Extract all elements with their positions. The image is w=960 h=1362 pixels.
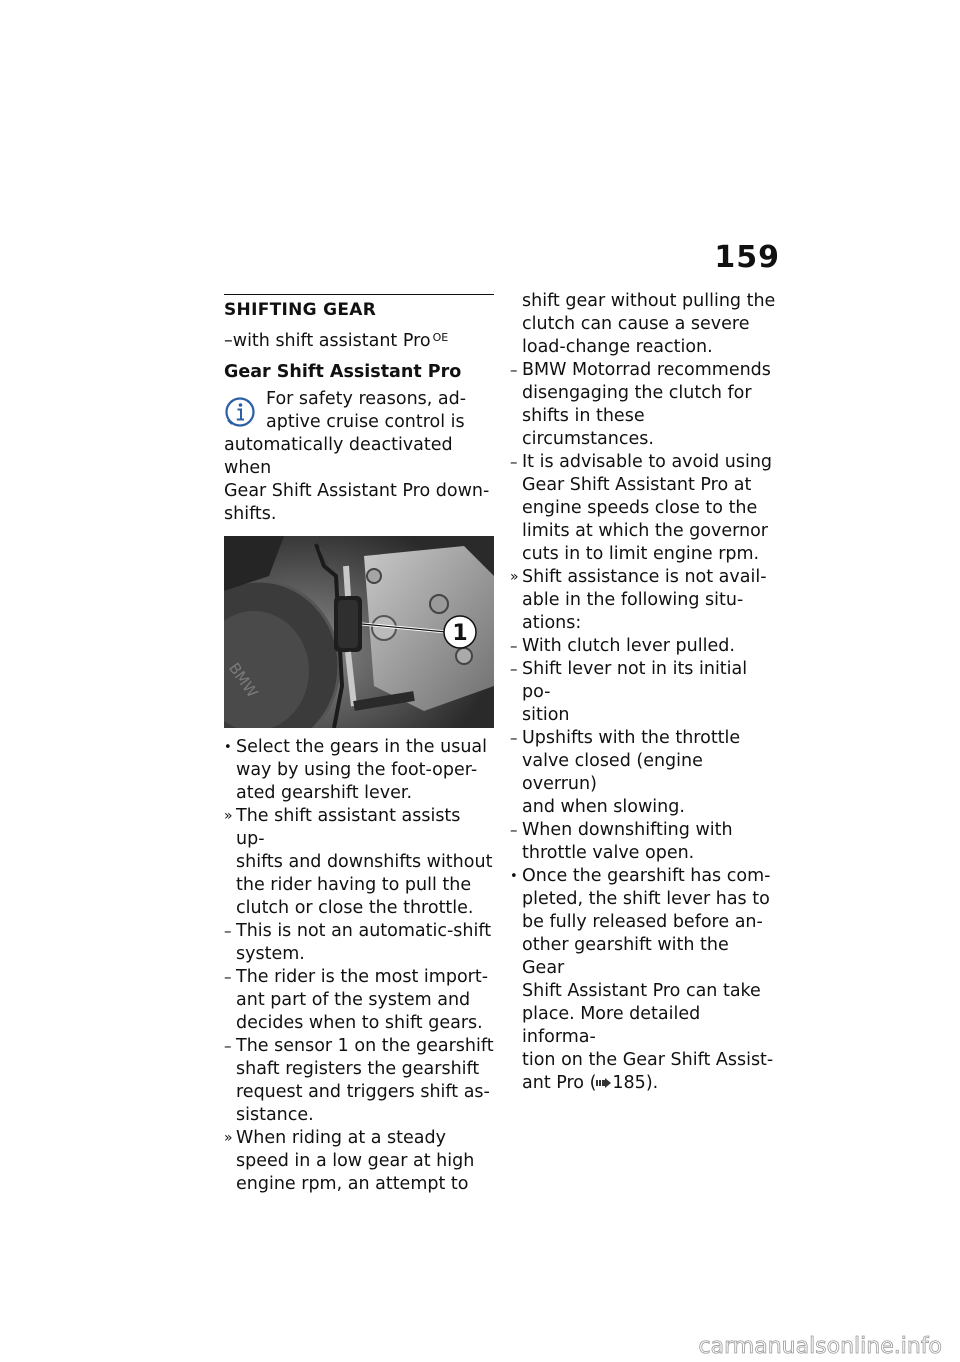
gearshift-sensor-photo [224,536,494,728]
list-item [224,920,494,966]
list-item [224,1127,494,1196]
list-item-line: ations: [522,613,582,633]
list-item-line: and when slowing. [522,797,685,817]
list-item-line: Select the gears in the usual [236,737,487,757]
list-item-line: the rider having to pull the [236,875,472,895]
list-item [510,566,776,635]
section-title: SHIFTING GEAR [224,300,377,320]
list-item-line: Upshifts with the throttle [522,728,741,748]
list-item-line: Gear Shift Assistant Pro at [522,475,752,495]
list-item-line: This is not an automatic-shift [236,921,492,941]
subtitle: –with shift assistant Pro $^{OE}$ [224,331,449,351]
safety-note [224,388,494,526]
list-item-line: shifts and downshifts without [236,852,493,872]
right-instruction-list [510,290,776,1072]
list-item [510,359,776,451]
note-line: automatically deactivated when [224,435,453,478]
note-line: Gear Shift Assistant Pro down- [224,481,490,501]
list-item-line: clutch or close the throttle. [236,898,474,918]
list-item-line: place. More detailed informa- [522,1004,701,1047]
list-item-line: engine speeds close to the [522,498,758,518]
watermark [644,1328,944,1362]
list-item-line: With clutch lever pulled. [522,636,735,656]
list-item-line: When riding at a steady [236,1128,446,1148]
list-item [510,727,776,819]
list-item-line: load-change reaction. [522,337,713,357]
list-item-line: Once the gearshift has com- [522,866,771,886]
list-item-line: cuts in to limit engine rpm. [522,544,760,564]
list-item-line: Shift Assistant Pro can take [522,981,761,1001]
list-item-line: be fully released before an- [522,912,763,932]
list-item-line: ant part of the system and [236,990,471,1010]
note-line: shifts. [224,504,277,524]
page-reference-arrow-icon [596,1077,612,1089]
list-item-line: It is advisable to avoid using [522,452,773,472]
list-item-line: engine rpm, an attempt to [236,1174,469,1194]
watermark-text: carmanualsonline.info [698,1334,942,1359]
list-item-line: BMW Motorrad recommends [522,360,771,380]
list-item-line: valve closed (engine overrun) [522,751,703,794]
list-item [224,736,494,805]
list-item-line: tion on the Gear Shift Assist- [522,1050,774,1070]
list-item-line: Shift assistance is not avail- [522,567,767,587]
dash-marker: – [510,361,518,379]
list-item-line: shift gear without pulling the [522,291,776,311]
list-item [510,819,776,865]
dash-marker: – [224,922,232,940]
list-item [510,658,776,727]
note-line: For safety reasons, ad- [266,389,467,409]
right-column [510,290,776,1095]
cross-reference-line [510,1072,776,1095]
left-instruction-list [224,736,494,1196]
list-item-line: limits at which the governor [522,521,768,541]
list-item-line: The shift assistant assists up- [236,806,461,849]
list-item-line: When downshifting with [522,820,733,840]
list-item-line: The rider is the most import- [236,967,489,987]
dash-marker: – [510,821,518,839]
page-number: 159 [714,240,780,275]
cross-ref-prefix: ant Pro ( [522,1073,597,1093]
list-item-line: way by using the foot-oper- [236,760,478,780]
list-item-line: speed in a low gear at high [236,1151,475,1171]
left-column [224,294,494,1196]
list-item [224,966,494,1035]
list-item [510,635,776,658]
cross-ref-suffix: ). [645,1073,659,1093]
result-marker: » [224,1130,233,1146]
bullet-marker: • [224,740,232,755]
result-marker: » [510,569,519,585]
list-item-line: shifts in these circumstances. [522,406,654,449]
list-item-line: pleted, the shift lever has to [522,889,770,909]
list-item-line: decides when to shift gears. [236,1013,483,1033]
list-item-line: system. [236,944,305,964]
list-item-line: sistance. [236,1105,314,1125]
dash-marker: – [510,637,518,655]
bullet-marker: • [510,869,518,884]
list-item-line: The sensor 1 on the gearshift [236,1036,494,1056]
dash-marker: – [224,1037,232,1055]
list-item-line: other gearshift with the Gear [522,935,729,978]
list-item-line: throttle valve open. [522,843,695,863]
list-item-line: shaft registers the gearshift [236,1059,480,1079]
section-rule [224,294,494,295]
list-item-line: disengaging the clutch for [522,383,752,403]
list-item-line: able in the following situ- [522,590,744,610]
dash-marker: – [510,729,518,747]
list-item-line: sition [522,705,570,725]
list-item-line: clutch can cause a severe [522,314,750,334]
cross-ref-page[interactable]: 185 [612,1073,646,1093]
list-item-line: ated gearshift lever. [236,783,413,803]
subheading: Gear Shift Assistant Pro [224,362,462,382]
list-item-line: request and triggers shift as- [236,1082,490,1102]
callout-label: 1 [452,621,468,646]
oe-superscript: OE [432,331,449,344]
subtitle-text: with shift assistant Pro [232,331,431,351]
dash-marker: – [510,453,518,471]
note-line: aptive cruise control is [266,412,465,432]
info-icon [224,396,256,428]
dash-marker: – [510,660,518,678]
list-item [510,865,776,1072]
result-marker: » [224,808,233,824]
list-item-line: Shift lever not in its initial po- [522,659,748,702]
list-item [224,805,494,920]
engine-logo: BMW [224,659,262,701]
list-item [510,451,776,566]
list-item [224,1035,494,1127]
dash-marker: – [224,968,232,986]
list-item [510,290,776,359]
